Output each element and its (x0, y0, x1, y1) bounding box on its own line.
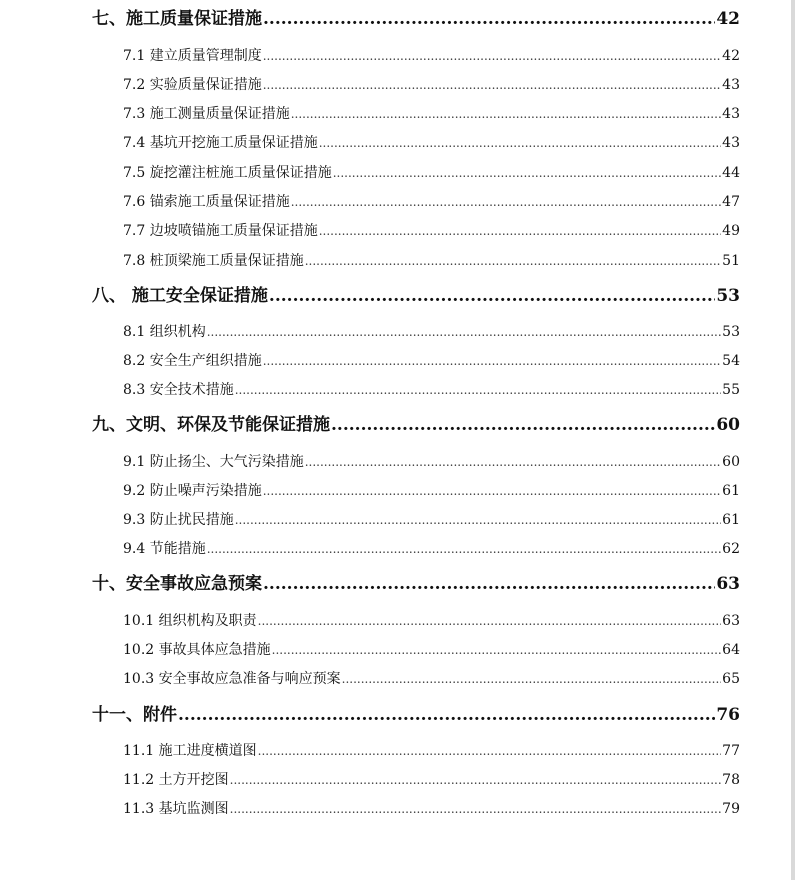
toc-page-number: 76 (716, 705, 740, 725)
dot-leader (305, 254, 721, 268)
toc-page-number: 53 (722, 324, 740, 340)
toc-section-7-4[interactable] (123, 132, 740, 154)
toc-entry-title: 7.5 旋挖灌注桩施工质量保证措施 (123, 165, 332, 181)
toc-page-number: 63 (716, 574, 740, 594)
dot-leader (258, 614, 722, 628)
toc-section-7-2[interactable] (123, 74, 740, 96)
dot-leader (230, 773, 722, 787)
toc-page-number: 65 (722, 671, 740, 687)
toc-section-7-6[interactable] (123, 191, 740, 213)
toc-entry-title: 八、 施工安全保证措施 (92, 286, 268, 306)
dot-leader (230, 802, 722, 816)
dot-leader (263, 354, 721, 368)
toc-section-9-3[interactable] (123, 509, 740, 531)
dot-leader (319, 224, 721, 238)
toc-section-7-7[interactable] (123, 220, 740, 242)
page-edge (791, 0, 795, 880)
toc-entry-title: 10.2 事故具体应急措施 (123, 642, 271, 658)
toc-section-8-2[interactable] (123, 350, 740, 372)
dot-leader (178, 705, 715, 725)
toc-section-7-8[interactable] (123, 250, 740, 272)
toc-entry-title: 7.2 实验质量保证措施 (123, 77, 262, 93)
toc-entry-title: 7.8 桩顶梁施工质量保证措施 (123, 253, 304, 269)
toc-page-number: 77 (722, 743, 740, 759)
toc-page-number: 61 (722, 483, 740, 499)
toc-section-10-1[interactable] (123, 610, 740, 632)
toc-section-7-5[interactable] (123, 162, 740, 184)
dot-leader (291, 107, 721, 121)
dot-leader (272, 643, 722, 657)
toc-entry-title: 10.1 组织机构及职责 (123, 613, 257, 629)
toc-page-number: 44 (722, 165, 740, 181)
dot-leader (235, 383, 721, 397)
dot-leader (235, 513, 721, 527)
toc-page-number: 47 (722, 194, 740, 210)
toc-section-11-1[interactable] (123, 740, 740, 762)
toc-page-number: 53 (716, 286, 740, 306)
dot-leader (331, 415, 715, 435)
toc-chapter-9[interactable] (92, 410, 740, 438)
toc-page-number: 43 (722, 135, 740, 151)
toc-page-number: 64 (722, 642, 740, 658)
toc-entry-title: 9.3 防止扰民措施 (123, 512, 234, 528)
toc-page-number: 62 (722, 541, 740, 557)
toc-entry-title: 8.1 组织机构 (123, 324, 206, 340)
toc-section-9-1[interactable] (123, 451, 740, 473)
toc-chapter-8[interactable] (92, 281, 740, 309)
toc-entry-title: 七、施工质量保证措施 (92, 9, 262, 29)
toc-entry-title: 十一、附件 (92, 705, 177, 725)
dot-leader (333, 166, 721, 180)
toc-page-number: 55 (722, 382, 740, 398)
toc-page-number: 63 (722, 613, 740, 629)
toc-entry-title: 十、安全事故应急预案 (92, 574, 262, 594)
toc-page-number: 79 (722, 801, 740, 817)
toc-section-8-3[interactable] (123, 379, 740, 401)
toc-entry-title: 11.3 基坑监测图 (123, 801, 229, 817)
toc-section-10-2[interactable] (123, 639, 740, 661)
toc-section-8-1[interactable] (123, 321, 740, 343)
toc-entry-title: 11.1 施工进度横道图 (123, 743, 257, 759)
dot-leader (269, 286, 715, 306)
toc-section-11-2[interactable] (123, 769, 740, 791)
dot-leader (258, 744, 722, 758)
dot-leader (319, 136, 721, 150)
toc-entry-title: 8.3 安全技术措施 (123, 382, 234, 398)
toc-section-7-3[interactable] (123, 103, 740, 125)
toc-page-number: 61 (722, 512, 740, 528)
toc-section-9-4[interactable] (123, 538, 740, 560)
dot-leader (207, 325, 721, 339)
toc-page-number: 60 (716, 415, 740, 435)
toc-page-number: 54 (722, 353, 740, 369)
dot-leader (263, 574, 715, 594)
toc-page-number: 51 (722, 253, 740, 269)
toc-entry-title: 7.4 基坑开挖施工质量保证措施 (123, 135, 318, 151)
dot-leader (207, 542, 721, 556)
toc-entry-title: 9.1 防止扬尘、大气污染措施 (123, 454, 304, 470)
toc-page-number: 43 (722, 106, 740, 122)
dot-leader (263, 49, 721, 63)
toc-entry-title: 7.3 施工测量质量保证措施 (123, 106, 290, 122)
toc-chapter-10[interactable] (92, 569, 740, 597)
toc-chapter-7[interactable] (92, 4, 740, 32)
toc-page-number: 43 (722, 77, 740, 93)
dot-leader (263, 484, 721, 498)
toc-entry-title: 7.6 锚索施工质量保证措施 (123, 194, 290, 210)
toc-page-number: 42 (716, 9, 740, 29)
dot-leader (263, 9, 715, 29)
toc-entry-title: 11.2 土方开挖图 (123, 772, 229, 788)
toc-page-number: 78 (722, 772, 740, 788)
toc-page-number: 49 (722, 223, 740, 239)
toc-entry-title: 8.2 安全生产组织措施 (123, 353, 262, 369)
toc-section-7-1[interactable] (123, 45, 740, 67)
toc-page-number: 42 (722, 48, 740, 64)
toc-section-11-3[interactable] (123, 798, 740, 820)
dot-leader (305, 455, 721, 469)
toc-page-number: 60 (722, 454, 740, 470)
toc-entry-title: 7.7 边坡喷锚施工质量保证措施 (123, 223, 318, 239)
toc-entry-title: 7.1 建立质量管理制度 (123, 48, 262, 64)
dot-leader (291, 195, 721, 209)
toc-chapter-11[interactable] (92, 700, 740, 728)
toc-section-9-2[interactable] (123, 480, 740, 502)
toc-entry-title: 10.3 安全事故应急准备与响应预案 (123, 671, 341, 687)
toc-entry-title: 9.4 节能措施 (123, 541, 206, 557)
toc-section-10-3[interactable] (123, 668, 740, 690)
dot-leader (342, 672, 722, 686)
toc-entry-title: 九、文明、环保及节能保证措施 (92, 415, 330, 435)
dot-leader (263, 78, 721, 92)
toc-entry-title: 9.2 防止噪声污染措施 (123, 483, 262, 499)
